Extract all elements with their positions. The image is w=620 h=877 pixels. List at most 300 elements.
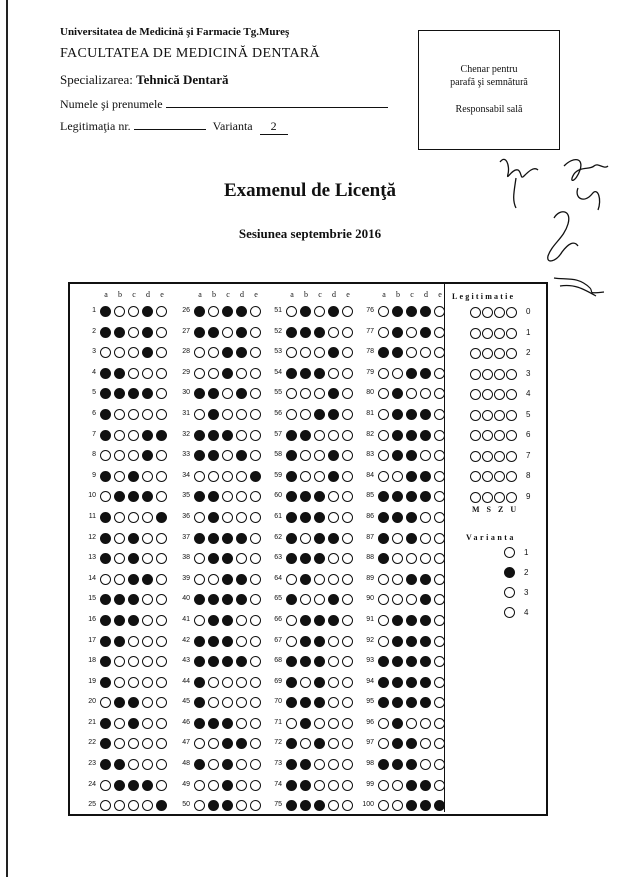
answer-bubble-31-e[interactable] [250,409,261,420]
answer-bubble-19-e[interactable] [156,677,167,688]
answer-bubble-86-a[interactable] [378,512,389,523]
answer-bubble-42-d[interactable] [236,636,247,647]
answer-bubble-95-e[interactable] [434,697,445,708]
answer-bubble-92-e[interactable] [434,636,445,647]
answer-bubble-99-b[interactable] [392,780,403,791]
legitimatie-bubble[interactable] [506,451,517,462]
answer-bubble-39-a[interactable] [194,574,205,585]
legitimatie-bubble[interactable] [470,451,481,462]
answer-bubble-71-b[interactable] [300,718,311,729]
answer-bubble-82-e[interactable] [434,430,445,441]
answer-bubble-96-a[interactable] [378,718,389,729]
legitimatie-bubble[interactable] [494,328,505,339]
answer-bubble-71-c[interactable] [314,718,325,729]
answer-bubble-40-a[interactable] [194,594,205,605]
answer-bubble-68-a[interactable] [286,656,297,667]
answer-bubble-59-d[interactable] [328,471,339,482]
answer-bubble-80-a[interactable] [378,388,389,399]
answer-bubble-23-a[interactable] [100,759,111,770]
answer-bubble-17-e[interactable] [156,636,167,647]
answer-bubble-56-a[interactable] [286,409,297,420]
answer-bubble-2-a[interactable] [100,327,111,338]
answer-bubble-18-c[interactable] [128,656,139,667]
answer-bubble-33-b[interactable] [208,450,219,461]
answer-bubble-80-b[interactable] [392,388,403,399]
answer-bubble-79-a[interactable] [378,368,389,379]
answer-bubble-65-d[interactable] [328,594,339,605]
answer-bubble-6-e[interactable] [156,409,167,420]
answer-bubble-65-c[interactable] [314,594,325,605]
legitimatie-bubble[interactable] [470,430,481,441]
legitimatie-bubble[interactable] [482,410,493,421]
answer-bubble-98-a[interactable] [378,759,389,770]
answer-bubble-40-e[interactable] [250,594,261,605]
answer-bubble-64-b[interactable] [300,574,311,585]
answer-bubble-54-a[interactable] [286,368,297,379]
answer-bubble-60-b[interactable] [300,491,311,502]
answer-bubble-8-a[interactable] [100,450,111,461]
legitimatie-bubble[interactable] [470,389,481,400]
answer-bubble-44-c[interactable] [222,677,233,688]
answer-bubble-97-d[interactable] [420,738,431,749]
answer-bubble-75-d[interactable] [328,800,339,811]
answer-bubble-82-a[interactable] [378,430,389,441]
answer-bubble-75-e[interactable] [342,800,353,811]
answer-bubble-33-d[interactable] [236,450,247,461]
answer-bubble-90-a[interactable] [378,594,389,605]
answer-bubble-20-e[interactable] [156,697,167,708]
answer-bubble-35-c[interactable] [222,491,233,502]
answer-bubble-86-b[interactable] [392,512,403,523]
answer-bubble-41-d[interactable] [236,615,247,626]
answer-bubble-89-a[interactable] [378,574,389,585]
answer-bubble-84-a[interactable] [378,471,389,482]
answer-bubble-36-e[interactable] [250,512,261,523]
answer-bubble-29-c[interactable] [222,368,233,379]
answer-bubble-85-d[interactable] [420,491,431,502]
answer-bubble-48-d[interactable] [236,759,247,770]
answer-bubble-80-e[interactable] [434,388,445,399]
legitimatie-bubble[interactable] [506,389,517,400]
answer-bubble-43-d[interactable] [236,656,247,667]
answer-bubble-32-e[interactable] [250,430,261,441]
answer-bubble-13-d[interactable] [142,553,153,564]
answer-bubble-77-e[interactable] [434,327,445,338]
answer-bubble-90-d[interactable] [420,594,431,605]
answer-bubble-68-b[interactable] [300,656,311,667]
answer-bubble-15-a[interactable] [100,594,111,605]
answer-bubble-22-e[interactable] [156,738,167,749]
answer-bubble-73-c[interactable] [314,759,325,770]
answer-bubble-62-e[interactable] [342,533,353,544]
answer-bubble-47-e[interactable] [250,738,261,749]
legitimatie-bubble[interactable] [482,430,493,441]
answer-bubble-21-e[interactable] [156,718,167,729]
answer-bubble-46-b[interactable] [208,718,219,729]
answer-bubble-7-a[interactable] [100,430,111,441]
answer-bubble-74-a[interactable] [286,780,297,791]
answer-bubble-53-d[interactable] [328,347,339,358]
answer-bubble-87-d[interactable] [420,533,431,544]
answer-bubble-29-e[interactable] [250,368,261,379]
answer-bubble-93-c[interactable] [406,656,417,667]
answer-bubble-22-a[interactable] [100,738,111,749]
answer-bubble-44-a[interactable] [194,677,205,688]
answer-bubble-52-c[interactable] [314,327,325,338]
answer-bubble-74-c[interactable] [314,780,325,791]
answer-bubble-59-a[interactable] [286,471,297,482]
answer-bubble-56-e[interactable] [342,409,353,420]
answer-bubble-63-e[interactable] [342,553,353,564]
answer-bubble-59-e[interactable] [342,471,353,482]
answer-bubble-61-d[interactable] [328,512,339,523]
answer-bubble-50-b[interactable] [208,800,219,811]
answer-bubble-66-a[interactable] [286,615,297,626]
answer-bubble-39-d[interactable] [236,574,247,585]
answer-bubble-12-e[interactable] [156,533,167,544]
answer-bubble-48-e[interactable] [250,759,261,770]
answer-bubble-58-c[interactable] [314,450,325,461]
answer-bubble-55-e[interactable] [342,388,353,399]
answer-bubble-61-c[interactable] [314,512,325,523]
answer-bubble-94-a[interactable] [378,677,389,688]
answer-bubble-57-d[interactable] [328,430,339,441]
answer-bubble-36-a[interactable] [194,512,205,523]
legitimatie-bubble[interactable] [482,389,493,400]
answer-bubble-55-c[interactable] [314,388,325,399]
legitimatie-bubble[interactable] [470,471,481,482]
answer-bubble-4-a[interactable] [100,368,111,379]
answer-bubble-63-c[interactable] [314,553,325,564]
answer-bubble-87-e[interactable] [434,533,445,544]
answer-bubble-100-a[interactable] [378,800,389,811]
answer-bubble-47-d[interactable] [236,738,247,749]
answer-bubble-10-d[interactable] [142,491,153,502]
answer-bubble-13-e[interactable] [156,553,167,564]
answer-bubble-96-c[interactable] [406,718,417,729]
answer-bubble-38-a[interactable] [194,553,205,564]
answer-bubble-54-b[interactable] [300,368,311,379]
answer-bubble-39-e[interactable] [250,574,261,585]
answer-bubble-74-d[interactable] [328,780,339,791]
answer-bubble-46-c[interactable] [222,718,233,729]
legitimatie-bubble[interactable] [482,471,493,482]
answer-bubble-65-a[interactable] [286,594,297,605]
answer-bubble-8-d[interactable] [142,450,153,461]
answer-bubble-40-d[interactable] [236,594,247,605]
answer-bubble-78-c[interactable] [406,347,417,358]
answer-bubble-73-b[interactable] [300,759,311,770]
answer-bubble-94-e[interactable] [434,677,445,688]
answer-bubble-55-d[interactable] [328,388,339,399]
answer-bubble-31-d[interactable] [236,409,247,420]
answer-bubble-77-a[interactable] [378,327,389,338]
legitimatie-bubble[interactable] [482,369,493,380]
answer-bubble-73-d[interactable] [328,759,339,770]
answer-bubble-38-c[interactable] [222,553,233,564]
answer-bubble-17-b[interactable] [114,636,125,647]
answer-bubble-25-d[interactable] [142,800,153,811]
answer-bubble-10-c[interactable] [128,491,139,502]
answer-bubble-20-d[interactable] [142,697,153,708]
answer-bubble-62-d[interactable] [328,533,339,544]
answer-bubble-39-b[interactable] [208,574,219,585]
answer-bubble-7-e[interactable] [156,430,167,441]
answer-bubble-92-b[interactable] [392,636,403,647]
answer-bubble-1-b[interactable] [114,306,125,317]
answer-bubble-70-a[interactable] [286,697,297,708]
answer-bubble-34-a[interactable] [194,471,205,482]
answer-bubble-46-d[interactable] [236,718,247,729]
answer-bubble-1-c[interactable] [128,306,139,317]
answer-bubble-23-e[interactable] [156,759,167,770]
answer-bubble-86-d[interactable] [420,512,431,523]
answer-bubble-95-c[interactable] [406,697,417,708]
answer-bubble-16-a[interactable] [100,615,111,626]
answer-bubble-71-a[interactable] [286,718,297,729]
answer-bubble-95-d[interactable] [420,697,431,708]
answer-bubble-22-b[interactable] [114,738,125,749]
answer-bubble-100-e[interactable] [434,800,445,811]
answer-bubble-1-a[interactable] [100,306,111,317]
answer-bubble-38-b[interactable] [208,553,219,564]
answer-bubble-76-c[interactable] [406,306,417,317]
answer-bubble-12-d[interactable] [142,533,153,544]
answer-bubble-48-b[interactable] [208,759,219,770]
answer-bubble-8-e[interactable] [156,450,167,461]
answer-bubble-5-e[interactable] [156,388,167,399]
answer-bubble-27-c[interactable] [222,327,233,338]
answer-bubble-85-a[interactable] [378,491,389,502]
answer-bubble-79-e[interactable] [434,368,445,379]
legitimatie-bubble[interactable] [470,348,481,359]
answer-bubble-99-e[interactable] [434,780,445,791]
answer-bubble-75-a[interactable] [286,800,297,811]
answer-bubble-29-b[interactable] [208,368,219,379]
answer-bubble-66-e[interactable] [342,615,353,626]
answer-bubble-82-b[interactable] [392,430,403,441]
answer-bubble-6-b[interactable] [114,409,125,420]
answer-bubble-51-b[interactable] [300,306,311,317]
answer-bubble-38-d[interactable] [236,553,247,564]
answer-bubble-50-d[interactable] [236,800,247,811]
answer-bubble-42-e[interactable] [250,636,261,647]
answer-bubble-72-a[interactable] [286,738,297,749]
answer-bubble-59-b[interactable] [300,471,311,482]
answer-bubble-44-d[interactable] [236,677,247,688]
answer-bubble-51-d[interactable] [328,306,339,317]
answer-bubble-83-d[interactable] [420,450,431,461]
answer-bubble-3-c[interactable] [128,347,139,358]
answer-bubble-14-a[interactable] [100,574,111,585]
answer-bubble-70-d[interactable] [328,697,339,708]
answer-bubble-81-e[interactable] [434,409,445,420]
answer-bubble-81-b[interactable] [392,409,403,420]
answer-bubble-69-b[interactable] [300,677,311,688]
answer-bubble-4-e[interactable] [156,368,167,379]
answer-bubble-63-d[interactable] [328,553,339,564]
answer-bubble-31-c[interactable] [222,409,233,420]
answer-bubble-100-c[interactable] [406,800,417,811]
answer-bubble-3-d[interactable] [142,347,153,358]
legitimatie-bubble[interactable] [470,369,481,380]
answer-bubble-50-e[interactable] [250,800,261,811]
answer-bubble-67-c[interactable] [314,636,325,647]
answer-bubble-17-d[interactable] [142,636,153,647]
answer-bubble-100-d[interactable] [420,800,431,811]
answer-bubble-56-c[interactable] [314,409,325,420]
answer-bubble-4-b[interactable] [114,368,125,379]
answer-bubble-97-c[interactable] [406,738,417,749]
answer-bubble-41-a[interactable] [194,615,205,626]
answer-bubble-50-c[interactable] [222,800,233,811]
answer-bubble-41-c[interactable] [222,615,233,626]
answer-bubble-62-c[interactable] [314,533,325,544]
answer-bubble-69-d[interactable] [328,677,339,688]
answer-bubble-27-a[interactable] [194,327,205,338]
answer-bubble-43-a[interactable] [194,656,205,667]
answer-bubble-7-b[interactable] [114,430,125,441]
answer-bubble-51-e[interactable] [342,306,353,317]
answer-bubble-16-c[interactable] [128,615,139,626]
legitimatie-bubble[interactable] [494,369,505,380]
answer-bubble-70-b[interactable] [300,697,311,708]
legitimatie-bubble[interactable] [506,369,517,380]
answer-bubble-53-a[interactable] [286,347,297,358]
answer-bubble-7-c[interactable] [128,430,139,441]
answer-bubble-61-e[interactable] [342,512,353,523]
answer-bubble-79-b[interactable] [392,368,403,379]
answer-bubble-84-d[interactable] [420,471,431,482]
answer-bubble-72-c[interactable] [314,738,325,749]
answer-bubble-36-c[interactable] [222,512,233,523]
answer-bubble-44-e[interactable] [250,677,261,688]
answer-bubble-37-d[interactable] [236,533,247,544]
answer-bubble-40-b[interactable] [208,594,219,605]
answer-bubble-91-d[interactable] [420,615,431,626]
answer-bubble-52-a[interactable] [286,327,297,338]
answer-bubble-86-c[interactable] [406,512,417,523]
answer-bubble-98-d[interactable] [420,759,431,770]
answer-bubble-31-b[interactable] [208,409,219,420]
answer-bubble-18-d[interactable] [142,656,153,667]
legitimatie-bubble[interactable] [470,410,481,421]
answer-bubble-16-e[interactable] [156,615,167,626]
answer-bubble-5-d[interactable] [142,388,153,399]
answer-bubble-72-d[interactable] [328,738,339,749]
answer-bubble-46-e[interactable] [250,718,261,729]
answer-bubble-98-e[interactable] [434,759,445,770]
answer-bubble-33-c[interactable] [222,450,233,461]
answer-bubble-57-b[interactable] [300,430,311,441]
answer-bubble-85-b[interactable] [392,491,403,502]
answer-bubble-99-a[interactable] [378,780,389,791]
varianta-bubble[interactable] [504,567,515,578]
answer-bubble-21-b[interactable] [114,718,125,729]
answer-bubble-92-d[interactable] [420,636,431,647]
answer-bubble-64-a[interactable] [286,574,297,585]
answer-bubble-78-e[interactable] [434,347,445,358]
answer-bubble-2-d[interactable] [142,327,153,338]
answer-bubble-23-c[interactable] [128,759,139,770]
answer-bubble-24-d[interactable] [142,780,153,791]
answer-bubble-71-e[interactable] [342,718,353,729]
answer-bubble-55-b[interactable] [300,388,311,399]
answer-bubble-65-b[interactable] [300,594,311,605]
answer-bubble-67-a[interactable] [286,636,297,647]
answer-bubble-93-a[interactable] [378,656,389,667]
answer-bubble-59-c[interactable] [314,471,325,482]
answer-bubble-26-a[interactable] [194,306,205,317]
answer-bubble-48-a[interactable] [194,759,205,770]
answer-bubble-88-b[interactable] [392,553,403,564]
answer-bubble-11-b[interactable] [114,512,125,523]
answer-bubble-9-c[interactable] [128,471,139,482]
answer-bubble-37-a[interactable] [194,533,205,544]
answer-bubble-13-c[interactable] [128,553,139,564]
answer-bubble-16-b[interactable] [114,615,125,626]
answer-bubble-77-c[interactable] [406,327,417,338]
answer-bubble-56-d[interactable] [328,409,339,420]
legitimatie-bubble[interactable] [494,348,505,359]
answer-bubble-13-b[interactable] [114,553,125,564]
answer-bubble-49-d[interactable] [236,780,247,791]
answer-bubble-21-a[interactable] [100,718,111,729]
answer-bubble-47-b[interactable] [208,738,219,749]
answer-bubble-91-e[interactable] [434,615,445,626]
legitimatie-bubble[interactable] [494,389,505,400]
answer-bubble-49-c[interactable] [222,780,233,791]
answer-bubble-67-d[interactable] [328,636,339,647]
id-field[interactable] [134,129,206,130]
answer-bubble-60-e[interactable] [342,491,353,502]
answer-bubble-82-d[interactable] [420,430,431,441]
answer-bubble-69-e[interactable] [342,677,353,688]
answer-bubble-93-b[interactable] [392,656,403,667]
legitimatie-bubble[interactable] [494,471,505,482]
answer-bubble-51-a[interactable] [286,306,297,317]
answer-bubble-45-e[interactable] [250,697,261,708]
answer-bubble-61-b[interactable] [300,512,311,523]
answer-bubble-88-d[interactable] [420,553,431,564]
answer-bubble-77-d[interactable] [420,327,431,338]
answer-bubble-57-e[interactable] [342,430,353,441]
answer-bubble-35-e[interactable] [250,491,261,502]
answer-bubble-2-e[interactable] [156,327,167,338]
answer-bubble-91-b[interactable] [392,615,403,626]
answer-bubble-12-a[interactable] [100,533,111,544]
answer-bubble-94-c[interactable] [406,677,417,688]
answer-bubble-89-d[interactable] [420,574,431,585]
answer-bubble-49-b[interactable] [208,780,219,791]
answer-bubble-5-b[interactable] [114,388,125,399]
answer-bubble-63-b[interactable] [300,553,311,564]
answer-bubble-79-d[interactable] [420,368,431,379]
answer-bubble-9-d[interactable] [142,471,153,482]
answer-bubble-57-c[interactable] [314,430,325,441]
legitimatie-bubble[interactable] [494,410,505,421]
answer-bubble-82-c[interactable] [406,430,417,441]
answer-bubble-33-a[interactable] [194,450,205,461]
answer-bubble-11-a[interactable] [100,512,111,523]
answer-bubble-15-d[interactable] [142,594,153,605]
answer-bubble-91-a[interactable] [378,615,389,626]
answer-bubble-45-c[interactable] [222,697,233,708]
answer-bubble-41-e[interactable] [250,615,261,626]
answer-bubble-99-c[interactable] [406,780,417,791]
answer-bubble-63-a[interactable] [286,553,297,564]
answer-bubble-47-c[interactable] [222,738,233,749]
